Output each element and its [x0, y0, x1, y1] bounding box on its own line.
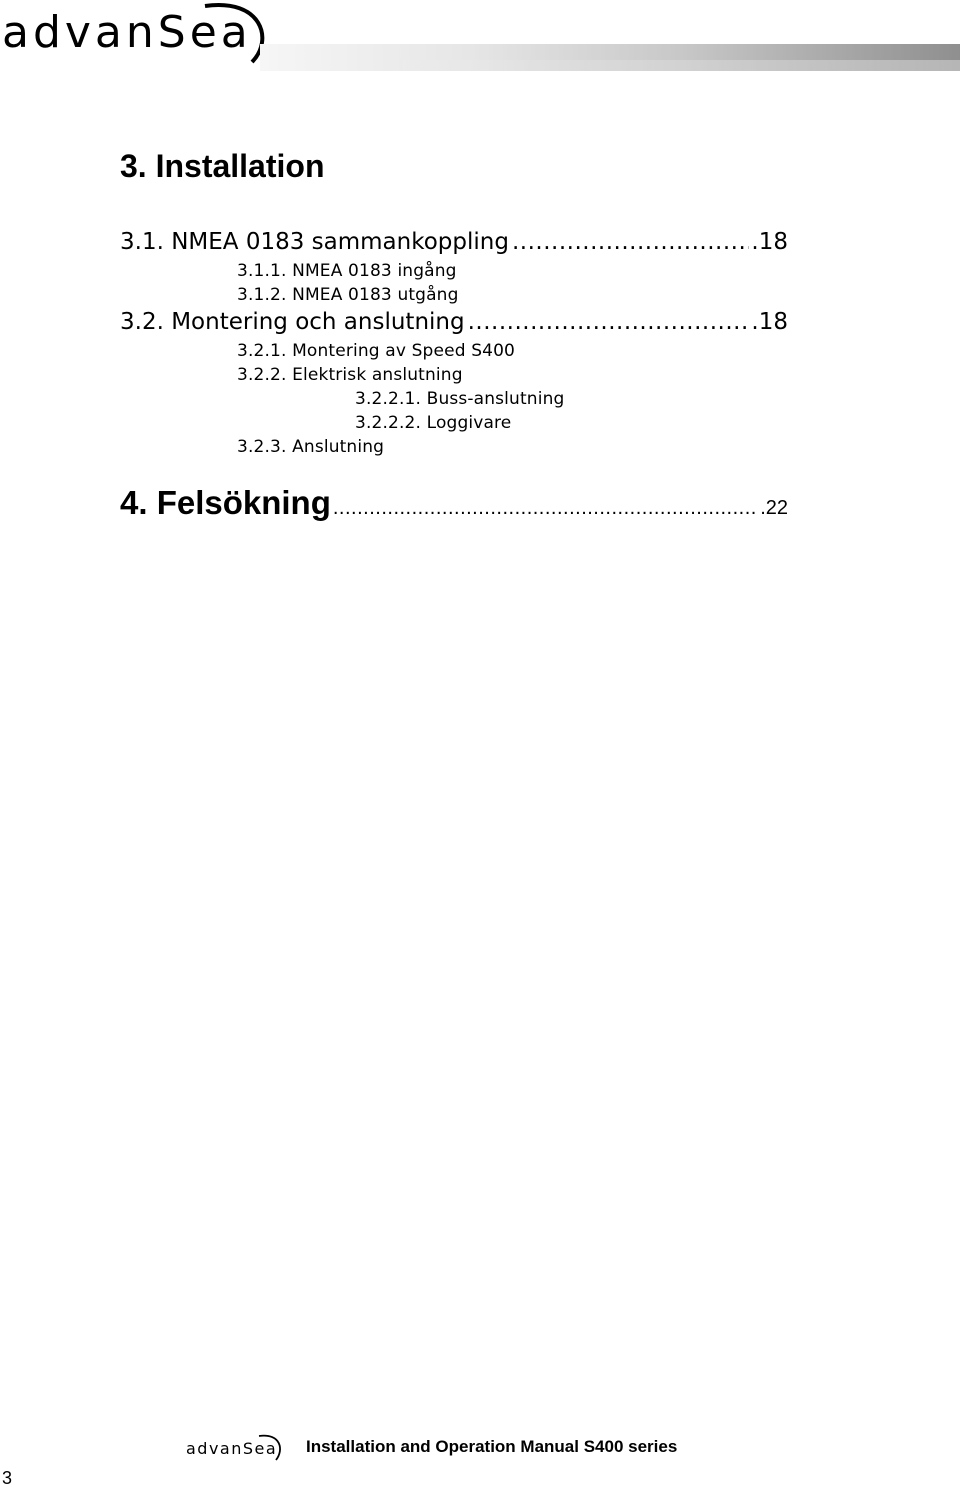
toc-label: 3.2.2.1. Buss-anslutning	[355, 389, 565, 409]
footer-advansea-logo	[185, 1432, 285, 1464]
toc-entry-3-2-2-2[interactable]	[355, 413, 511, 433]
toc-leader-dots	[333, 497, 758, 520]
toc-entry-3-1-2[interactable]	[237, 285, 459, 305]
toc-entry-4[interactable]	[120, 484, 788, 524]
header-gradient-highlight	[360, 60, 960, 71]
toc-entry-3-2-3[interactable]	[237, 437, 384, 457]
toc-entry-3-1[interactable]	[120, 229, 788, 259]
toc-entry-3-2[interactable]	[120, 309, 788, 339]
toc-leader-dots	[512, 229, 749, 255]
toc-entry-3-1-1[interactable]	[237, 261, 457, 281]
toc-label: 3.2.2. Elektrisk anslutning	[237, 365, 463, 385]
toc-page-number: .18	[751, 309, 788, 335]
chapter-3-title: 3. Installation	[120, 148, 325, 184]
toc-page-number: .22	[760, 497, 788, 519]
toc-label: 3.1.1. NMEA 0183 ingång	[237, 261, 457, 281]
toc-entry-3-2-1[interactable]	[237, 341, 515, 361]
toc-label: 3.2.1. Montering av Speed S400	[237, 341, 516, 361]
logo-wordmark: advanSea	[2, 7, 252, 58]
footer-logo-wordmark: advanSea	[186, 1439, 278, 1458]
toc-entry-3-2-2[interactable]	[237, 365, 463, 385]
toc-label: 3.1. NMEA 0183 sammankoppling	[120, 229, 509, 255]
toc-label: 3.2. Montering och anslutning	[120, 309, 465, 335]
toc-page-number: .18	[751, 229, 788, 255]
toc-label: 3.2.3. Anslutning	[237, 437, 385, 457]
footer-manual-title: Installation and Operation Manual S400 series	[306, 1437, 678, 1456]
toc-entry-3-2-2-1[interactable]	[355, 389, 564, 409]
advansea-logo	[0, 0, 275, 70]
toc-leader-dots	[468, 309, 750, 335]
page-number: 3	[2, 1468, 13, 1488]
toc-label: 3.1.2. NMEA 0183 utgång	[237, 285, 459, 305]
chapter-4-title: 4. Felsökning	[120, 484, 331, 521]
toc-label: 3.2.2.2. Loggivare	[355, 413, 512, 433]
